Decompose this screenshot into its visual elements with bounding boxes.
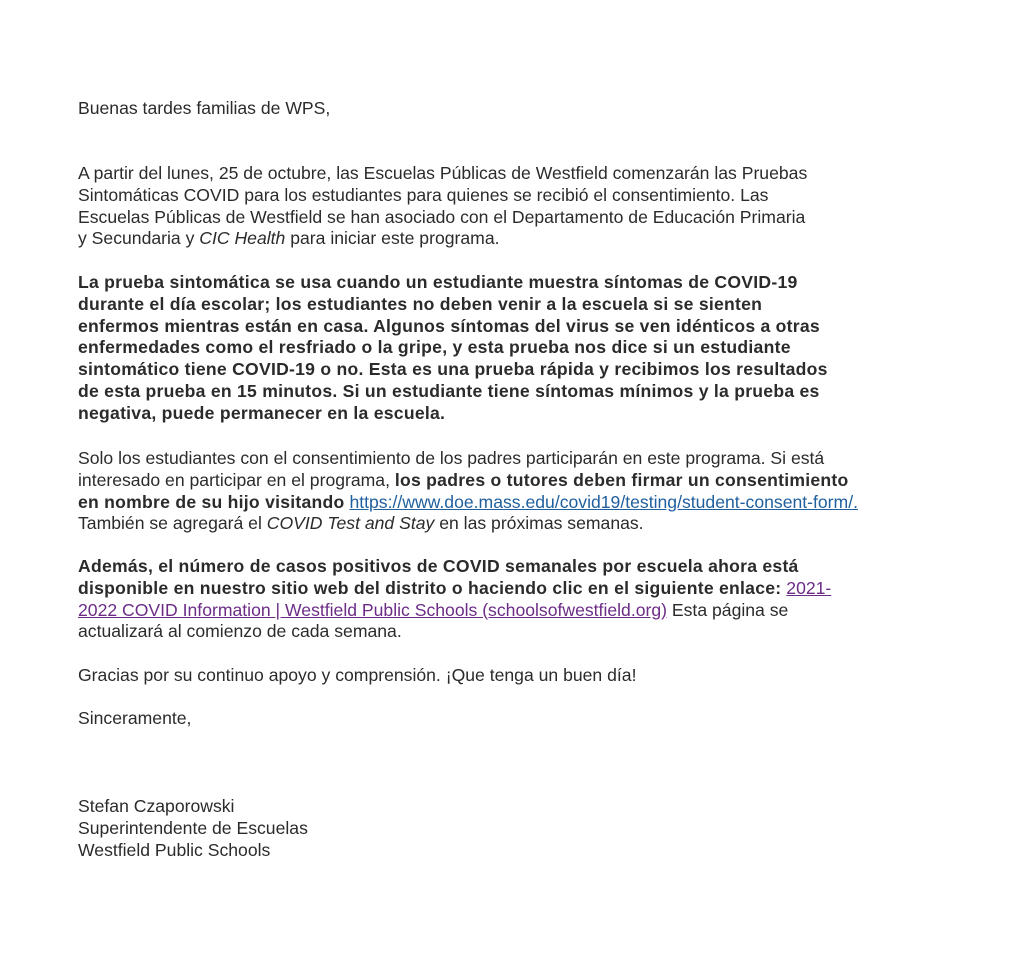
- signature-name: Stefan Czaporowski: [78, 796, 235, 816]
- text-run: Esta página se: [667, 599, 789, 620]
- closing-text: Sinceramente,: [78, 708, 192, 728]
- text-run: para iniciar este programa.: [285, 228, 500, 249]
- paragraph-line: Solo los estudiantes con el consentimiento de los padres participarán en este programa. Si está: [78, 448, 825, 468]
- paragraph-symptomatic-test: [78, 272, 978, 425]
- text-run: También se agregará el: [78, 513, 267, 534]
- paragraph-line: [78, 600, 978, 622]
- paragraph-line: Escuelas Públicas de Westfield se han asociado con el Departamento de Educación Primaria: [78, 206, 806, 227]
- signature-title: Superintendente de Escuelas: [78, 817, 308, 838]
- paragraph-line: sintomático tiene COVID-19 o no. Esta es una prueba rápida y recibimos los resultados: [78, 359, 828, 380]
- covid-info-link-part1[interactable]: 2021-: [786, 577, 832, 598]
- closing: [78, 708, 978, 730]
- paragraph-line: La prueba sintomática se usa cuando un estudiante muestra síntomas de COVID-19: [78, 272, 798, 292]
- text-run: interesado en participar en el programa,: [78, 469, 395, 490]
- thanks-text: Gracias por su continuo apoyo y comprensión. ¡Que tenga un buen día!: [78, 665, 637, 685]
- signature: [78, 796, 978, 861]
- paragraph-weekly-cases: [78, 556, 978, 643]
- greeting-text: Buenas tardes familias de WPS,: [78, 98, 331, 118]
- consent-form-link[interactable]: https://www.doe.mass.edu/covid19/testing/student-consent-form/.: [349, 491, 858, 512]
- paragraph-line: durante el día escolar; los estudiantes no deben venir a la escuela si se sienten: [78, 293, 763, 314]
- paragraph-line: enfermos mientras están en casa. Algunos síntomas del virus se ven idénticos a otras: [78, 315, 820, 336]
- cic-health-text: CIC Health: [199, 228, 286, 249]
- signature-org: Westfield Public Schools: [78, 839, 271, 860]
- paragraph-line: [78, 578, 978, 600]
- paragraph-line: [78, 470, 978, 492]
- paragraph-consent: [78, 448, 978, 535]
- text-run: y Secundaria y: [78, 228, 200, 249]
- paragraph-testing-start: [78, 163, 978, 250]
- paragraph-line: [78, 228, 978, 250]
- test-and-stay-text: COVID Test and Stay: [266, 513, 435, 534]
- paragraph-line: actualizará al comienzo de cada semana.: [78, 621, 402, 642]
- bold-text: los padres o tutores deben firmar un consentimiento: [394, 469, 849, 490]
- paragraph-line: Sintomáticas COVID para los estudiantes para quienes se recibió el consentimiento. Las: [78, 184, 769, 205]
- thanks: [78, 665, 978, 687]
- paragraph-line: [78, 492, 978, 514]
- paragraph-line: A partir del lunes, 25 de octubre, las Escuelas Públicas de Westfield comenzarán las Pruebas: [78, 163, 808, 183]
- paragraph-line: enfermedades como el resfriado o la gripe, y esta prueba nos dice si un estudiante: [78, 337, 791, 358]
- paragraph-line: negativa, puede permanecer en la escuela.: [78, 402, 446, 423]
- bold-text: en nombre de su hijo visitando: [78, 491, 345, 512]
- paragraph-line: de esta prueba en 15 minutos. Si un estudiante tiene síntomas mínimos y la prueba es: [78, 380, 820, 401]
- bold-text: disponible en nuestro sitio web del distrito o haciendo clic en el siguiente enlace:: [78, 577, 782, 598]
- covid-info-link-part2[interactable]: 2022 COVID Information | Westfield Public Schools (schoolsofwestfield.org): [78, 599, 668, 620]
- text-run: en las próximas semanas.: [434, 513, 644, 534]
- greeting: [78, 98, 978, 120]
- paragraph-line: [78, 513, 978, 535]
- paragraph-line: Además, el número de casos positivos de COVID semanales por escuela ahora está: [78, 556, 799, 576]
